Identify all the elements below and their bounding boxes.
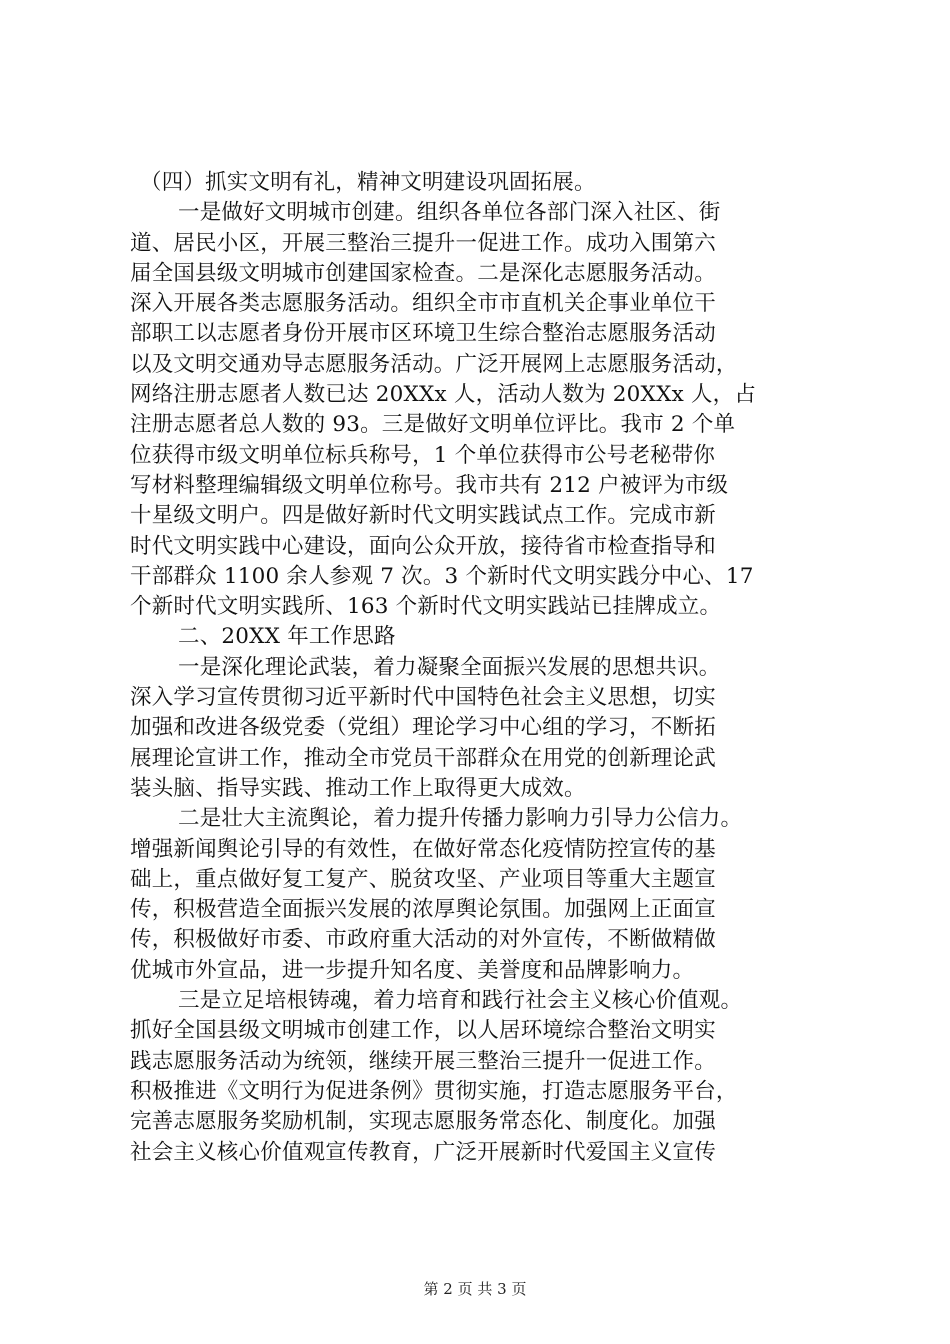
text-line: 部职工以志愿者身份开展市区环境卫生综合整治志愿服务活动 [130, 321, 716, 347]
text-line: 时代文明实践中心建设，面向公众开放，接待省市检查指导和 [130, 533, 716, 559]
text-line: 二是壮大主流舆论，着力提升传播力影响力引导力公信力。 [178, 806, 743, 832]
text-line: 深入开展各类志愿服务活动。组织全市市直机关企事业单位干 [130, 291, 716, 317]
text-line: 三是立足培根铸魂，着力培育和践行社会主义核心价值观。 [178, 988, 743, 1014]
text-line: 个新时代文明实践所、163 个新时代文明实践站已挂牌成立。 [130, 594, 722, 620]
text-line: 深入学习宣传贯彻习近平新时代中国特色社会主义思想，切实 [130, 685, 716, 711]
text-line: （四）抓实文明有礼，精神文明建设巩固拓展。 [140, 170, 596, 195]
text-line: 道、居民小区，开展三整治三提升一促进工作。成功入围第六 [130, 230, 716, 256]
text-line: 注册志愿者总人数的 93。三是做好文明单位评比。我市 2 个单 [130, 412, 736, 438]
text-line: 抓好全国县级文明城市创建工作，以人居环境综合整治文明实 [130, 1018, 716, 1044]
text-line: 优城市外宣品，进一步提升知名度、美誉度和品牌影响力。 [130, 957, 695, 983]
text-line: 增强新闻舆论引导的有效性，在做好常态化疫情防控宣传的基 [130, 836, 716, 862]
text-line: 二、20XX 年工作思路 [178, 624, 396, 650]
document-body [130, 168, 845, 1168]
text-line: 社会主义核心价值观宣传教育，广泛开展新时代爱国主义宣传 [130, 1139, 716, 1165]
text-line: 一是深化理论武装，着力凝聚全面振兴发展的思想共识。 [178, 654, 721, 680]
text-line: 届全国县级文明城市创建国家检查。二是深化志愿服务活动。 [130, 260, 716, 286]
text-line: 十星级文明户。四是做好新时代文明实践试点工作。完成市新 [130, 503, 716, 529]
text-line: 装头脑、指导实践、推动工作上取得更大成效。 [130, 775, 586, 801]
text-line: 干部群众 1100 余人参观 7 次。3 个新时代文明实践分中心、17 [130, 563, 754, 589]
text-line: 传，积极营造全面振兴发展的浓厚舆论氛围。加强网上正面宣 [130, 897, 716, 923]
text-line: 础上，重点做好复工复产、脱贫攻坚、产业项目等重大主题宣 [130, 866, 716, 892]
text-line: 践志愿服务活动为统领，继续开展三整治三提升一促进工作。 [130, 1048, 716, 1074]
text-line: 以及文明交通劝导志愿服务活动。广泛开展网上志愿服务活动， [130, 351, 738, 377]
text-line: 积极推进《文明行为促进条例》贯彻实施，打造志愿服务平台， [130, 1078, 738, 1104]
text-line: 展理论宣讲工作，推动全市党员干部群众在用党的创新理论武 [130, 745, 716, 771]
text-line: 完善志愿服务奖励机制，实现志愿服务常态化、制度化。加强 [130, 1109, 716, 1135]
text-line: 网络注册志愿者人数已达 20XXx 人，活动人数为 20XXx 人，占 [130, 382, 757, 408]
text-line: 传，积极做好市委、市政府重大活动的对外宣传，不断做精做 [130, 927, 716, 953]
page-footer: 第 2 页 共 3 页 [423, 1280, 527, 1298]
text-line: 一是做好文明城市创建。组织各单位各部门深入社区、街 [178, 200, 721, 226]
text-line: 加强和改进各级党委（党组）理论学习中心组的学习，不断拓 [130, 715, 716, 741]
text-line: 写材料整理编辑级文明单位称号。我市共有 212 户被评为市级 [130, 472, 729, 498]
text-line: 位获得市级文明单位标兵称号，1 个单位获得市公号老秘带你 [130, 442, 716, 468]
